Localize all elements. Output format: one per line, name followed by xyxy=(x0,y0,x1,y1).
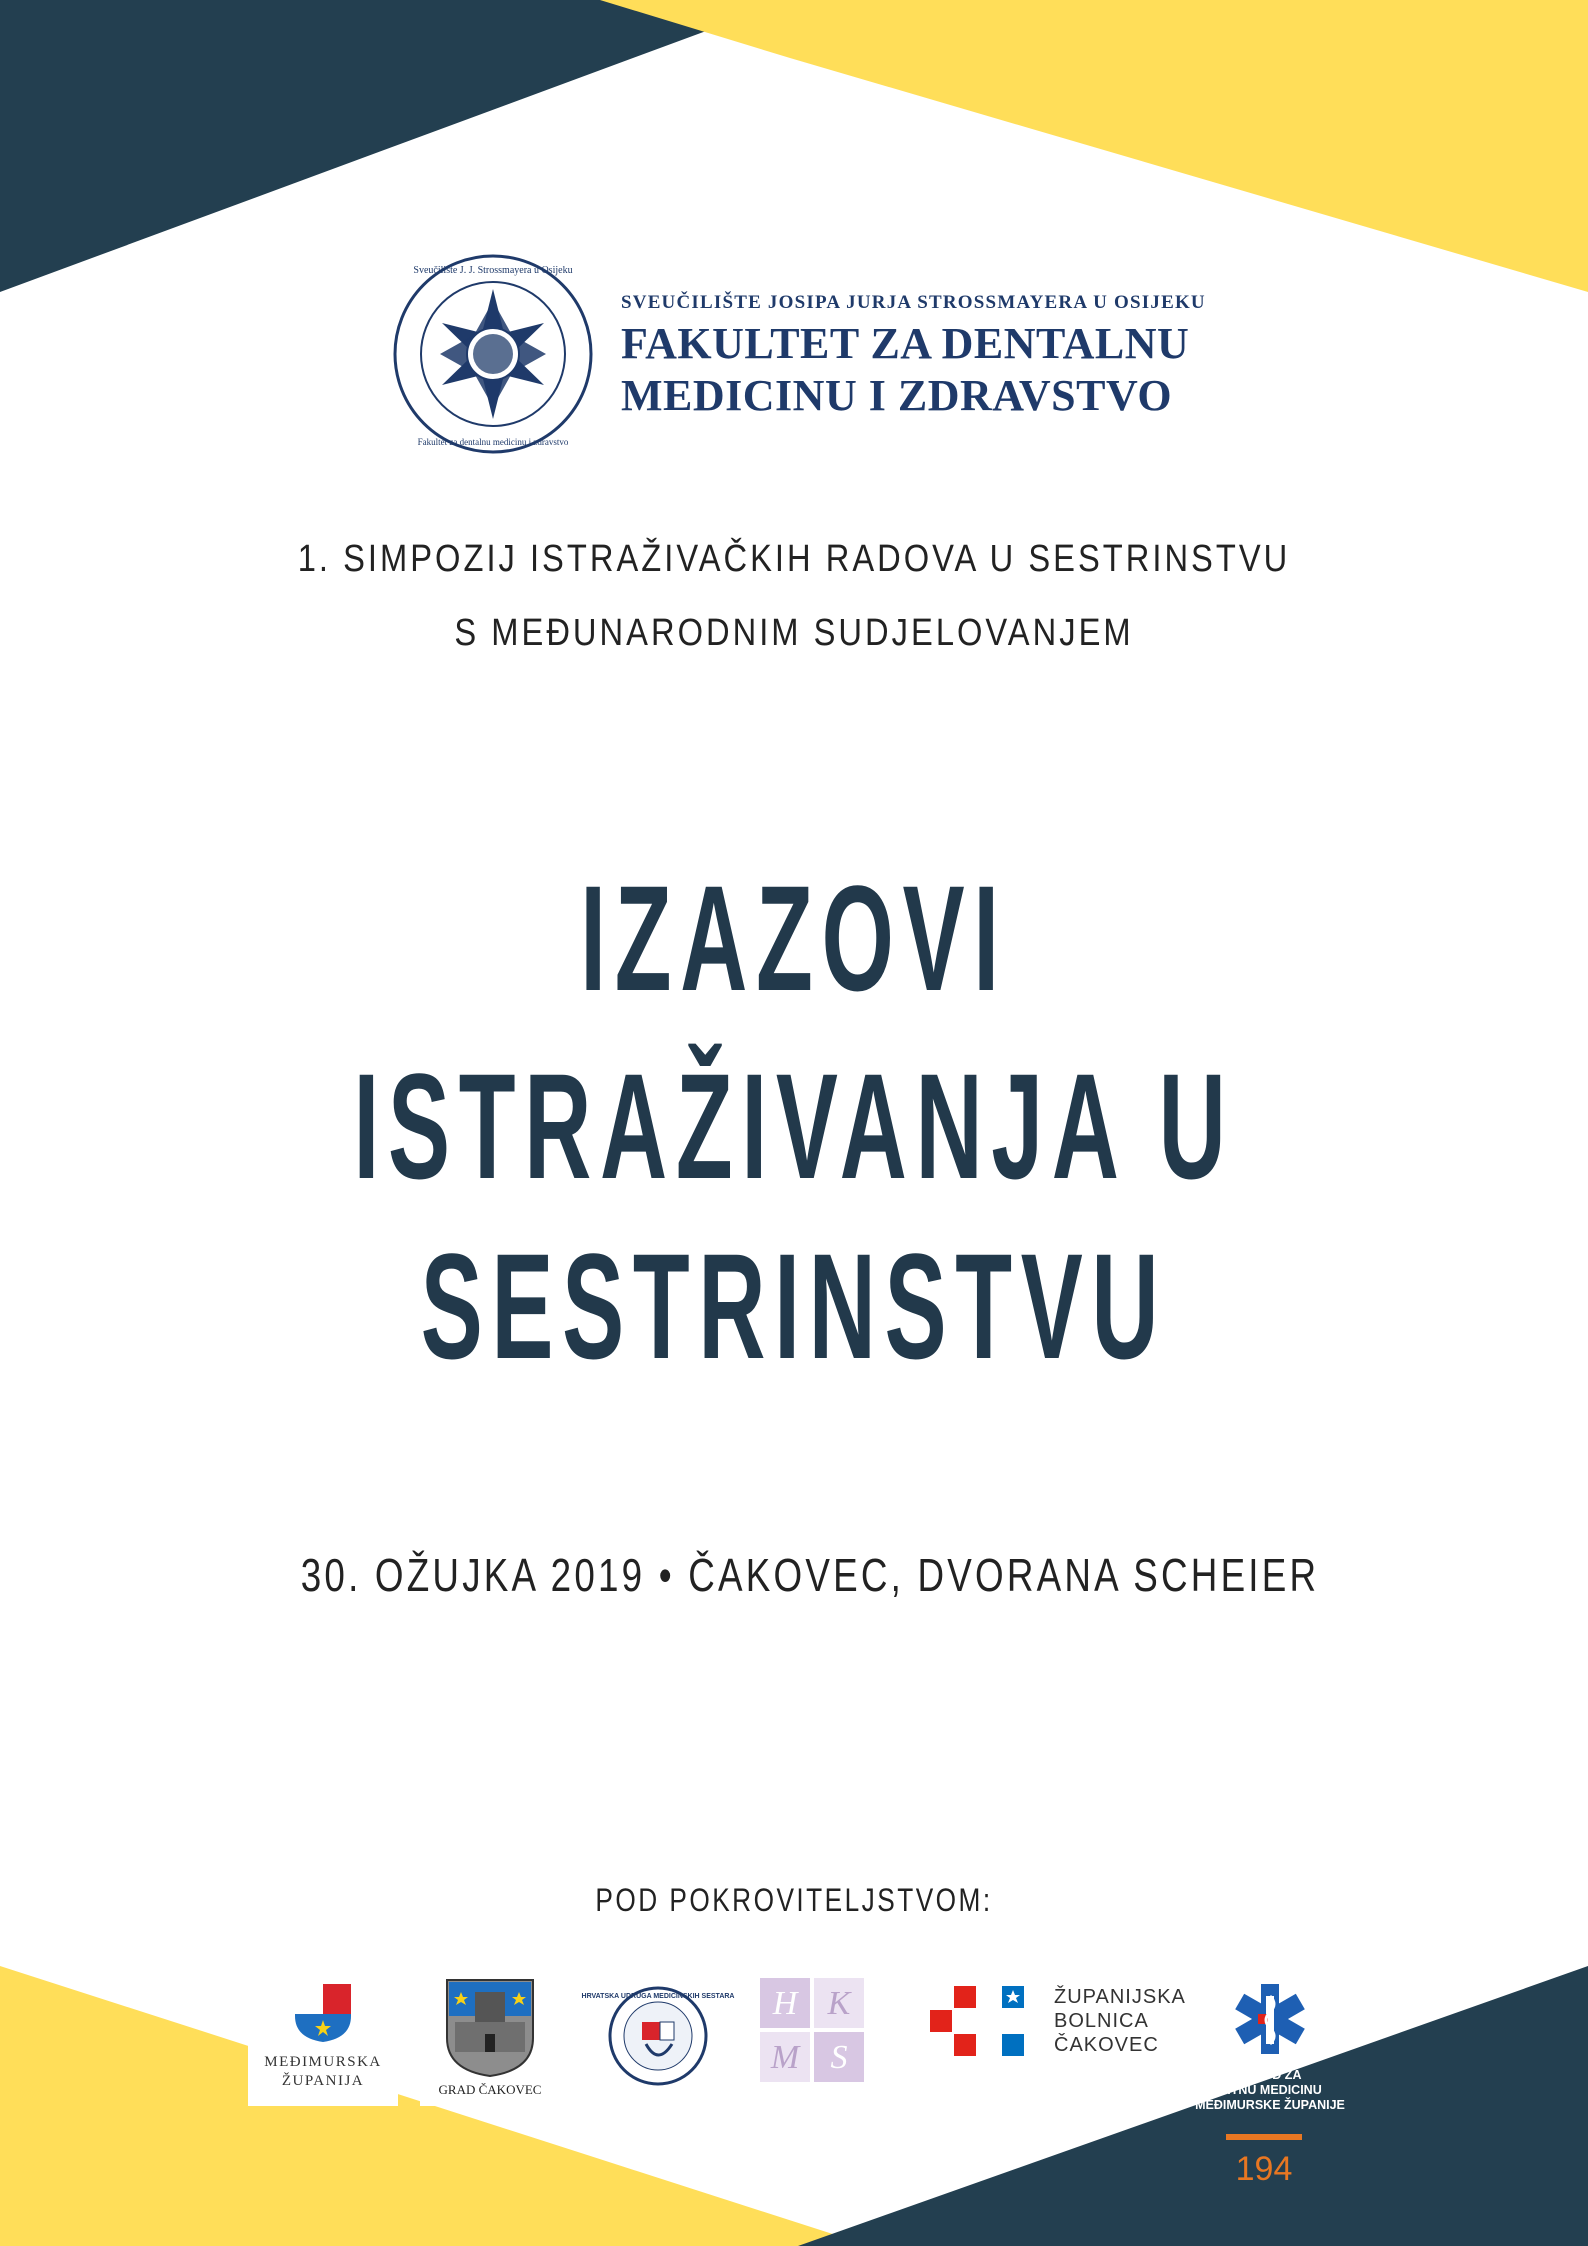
top-left-navy-triangle xyxy=(0,0,790,292)
symposium-title-line1: 1. SIMPOZIJ ISTRAŽIVAČKIH RADOVA U SESTRINSTVU xyxy=(297,538,1291,580)
sponsor-zupanijska-bolnica xyxy=(930,1986,1186,2066)
star-of-life-icon xyxy=(1230,1982,1310,2056)
sponsor-hums-logo xyxy=(581,1984,735,2088)
sponsor-6-label-line1: ZAVOD ZA xyxy=(1238,2068,1302,2082)
hkms-letter-s: S xyxy=(830,2039,848,2076)
hkms-grid-icon xyxy=(760,1978,870,2092)
sponsor-1-label-line1: MEĐIMURSKA xyxy=(264,2054,382,2070)
main-title-line1: IZAZOVI xyxy=(580,854,1008,1022)
university-name: SVEUČILIŠTE JOSIPA JURJA STROSSMAYERA U OSIJEKU xyxy=(621,292,1206,313)
sponsor-5-label-line1: ŽUPANIJSKA xyxy=(1054,1986,1186,2008)
sponsor-hkms-logo xyxy=(760,1974,880,2096)
hums-seal-text: HRVATSKA UDRUGA MEDICINSKIH SESTARA xyxy=(581,1993,735,2000)
hkms-letter-k: K xyxy=(827,1985,851,2022)
sponsor-6-label-line2: HITNU MEDICINU xyxy=(1218,2083,1322,2097)
sponsor-1-label-line2: ŽUPANIJA xyxy=(281,2073,365,2089)
seal-text-bottom: Fakultet za dentalnu medicinu i zdravstvo xyxy=(417,437,569,447)
main-title-line3: SESTRINSTVU xyxy=(420,1222,1168,1390)
event-date-location: 30. OŽUJKA 2019 • ČAKOVEC, DVORANA SCHEIER xyxy=(300,1549,1320,1601)
main-title-line2: ISTRAŽIVANJA U xyxy=(353,1042,1235,1210)
top-right-yellow-triangle xyxy=(600,0,1588,292)
page-number: 194 xyxy=(1235,2150,1293,2188)
hkms-letter-m: M xyxy=(770,2039,800,2076)
sponsor-medimurska-zupanija xyxy=(248,1976,398,2106)
sponsor-6-label-line3: MEĐIMURSKE ŽUPANIJE xyxy=(1195,2098,1345,2112)
hkms-letter-h: H xyxy=(772,1985,798,2022)
sponsor-grad-cakovec xyxy=(420,1976,560,2106)
faculty-name-line1: FAKULTET ZA DENTALNU xyxy=(621,319,1190,368)
page-number-rule xyxy=(1226,2134,1302,2140)
faculty-name-line2: MEDICINU I ZDRAVSTVO xyxy=(621,371,1173,420)
seal-text-top: Sveučilište J. J. Strossmayera u Osijeku xyxy=(413,265,573,276)
county-coat-of-arms-icon xyxy=(293,1982,353,2044)
sponsor-5-label-line2: BOLNICA xyxy=(1054,2010,1149,2032)
patronage-label: POD POKROVITELJSTVOM: xyxy=(595,1882,993,1918)
university-seal-logo xyxy=(392,253,594,455)
symposium-title-line2: S MEĐUNARODNIM SUDJELOVANJEM xyxy=(454,612,1134,654)
sponsor-5-label-line3: ČAKOVEC xyxy=(1054,2034,1159,2056)
city-coat-of-arms-icon xyxy=(445,1978,535,2078)
sponsor-2-label: GRAD ČAKOVEC xyxy=(438,2082,542,2097)
sponsor-zavod-hitna-medicina xyxy=(1190,1982,1350,2118)
hospital-cross-icon xyxy=(930,1986,1030,2062)
